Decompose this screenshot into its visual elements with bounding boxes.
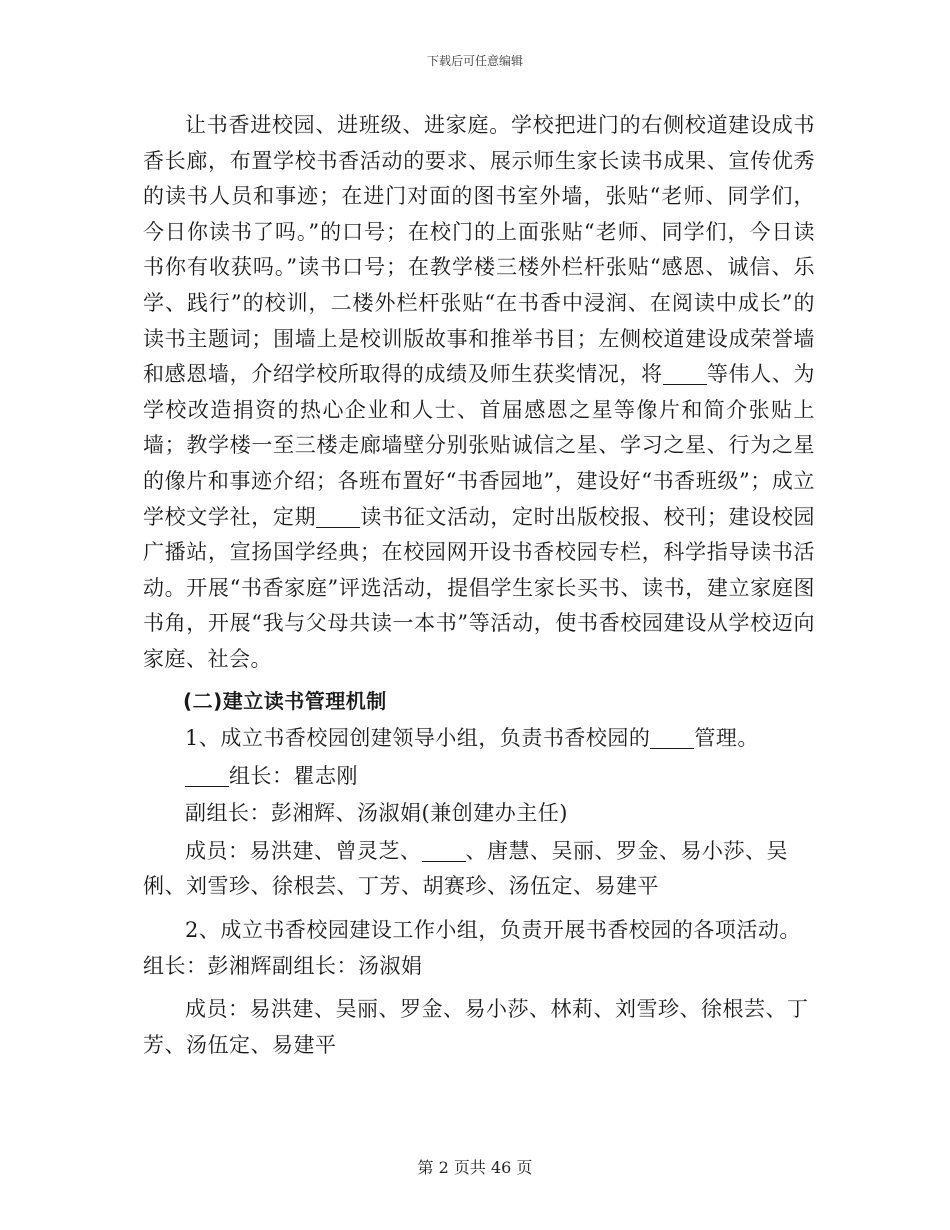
blank-underline bbox=[422, 840, 466, 862]
section-heading: (二)建立读书管理机制 bbox=[183, 688, 387, 713]
members-1-after: 、唐慧、吴丽、罗金、易小莎、吴俐、刘雪珍、徐根芸、丁芳、胡赛珍、汤伍定、易建平 bbox=[143, 838, 788, 899]
deputy-line: 副组长：彭湘辉、汤淑娟(兼创建办主任) bbox=[185, 801, 568, 826]
leader-line bbox=[143, 759, 815, 795]
members-line-1 bbox=[143, 834, 815, 905]
item-1-text-after: 管理。 bbox=[694, 726, 759, 751]
members-1-before: 成员：易洪建、曾灵芝、 bbox=[185, 838, 422, 863]
paragraph-text-part2: 等伟人、为学校改造捐资的热心企业和人士、首届感恩之星等像片和简介张贴上墙；教学楼一至三楼走廊墙壁分别张贴诚信之星、学习之星、行为之星的像片和事迹介绍；各班布置好“书香园地”，建设好“书香班级”；成立学校文学社，定期 bbox=[143, 362, 816, 529]
members-line-2: 成员：易洪建、吴丽、罗金、易小莎、林莉、刘雪珍、徐根芸、丁芳、汤伍定、易建平 bbox=[143, 997, 809, 1057]
header-note: 下载后可任意编辑 bbox=[426, 54, 523, 68]
blank-underline bbox=[663, 363, 707, 385]
paragraph-book-fragrance bbox=[143, 108, 815, 678]
item-2: 2、成立书香校园建设工作小组，负责开展书香校园的各项活动。组长：彭湘辉副组长：汤淑娟 bbox=[143, 918, 801, 978]
paragraph-text-part1: 让书香进校园、进班级、进家庭。学校把进门的右侧校道建设成书香长廊，布置学校书香活动的要求、展示师生家长读书成果、宣传优秀的读书人员和事迹；在进门对面的图书室外墙，张贴“老师、同学们，今日你读书了吗。”的口号；在校门的上面张贴“老师、同学们，今日读书你有收获吗。”读书口号；在教学楼三楼外栏杆张贴“感恩、诚信、乐学、践行”的校训，二楼外栏杆张贴“在书香中浸润、在阅读中成长”的读书主题词；围墙上是校训版故事和推举书目；左侧校道建设成荣誉墙和感恩墙，介绍学校所取得的成绩及师生获奖情况，将 bbox=[143, 113, 815, 387]
paragraph-text-part3: 读书征文活动，定时出版校报、校刊；建设校园广播站，宣扬国学经典；在校园网开设书香校园专栏，科学指导读书活动。开展“书香家庭”评选活动，提倡学生家长买书、读书，建立家庭图书角，开展“我与父母共读一本书”等活动，使书香校园建设从学校迈向家庭、社会。 bbox=[143, 504, 816, 671]
item-1 bbox=[143, 721, 815, 757]
blank-underline bbox=[185, 765, 229, 787]
leader-text: 组长：瞿志刚 bbox=[229, 763, 358, 788]
page-footer: 第 2 页共 46 页 bbox=[417, 1158, 533, 1177]
document-body bbox=[143, 108, 815, 1063]
blank-underline bbox=[316, 506, 360, 528]
item-1-text-before: 1、成立书香校园创建领导小组，负责书香校园的 bbox=[185, 726, 651, 751]
blank-underline bbox=[650, 727, 694, 749]
